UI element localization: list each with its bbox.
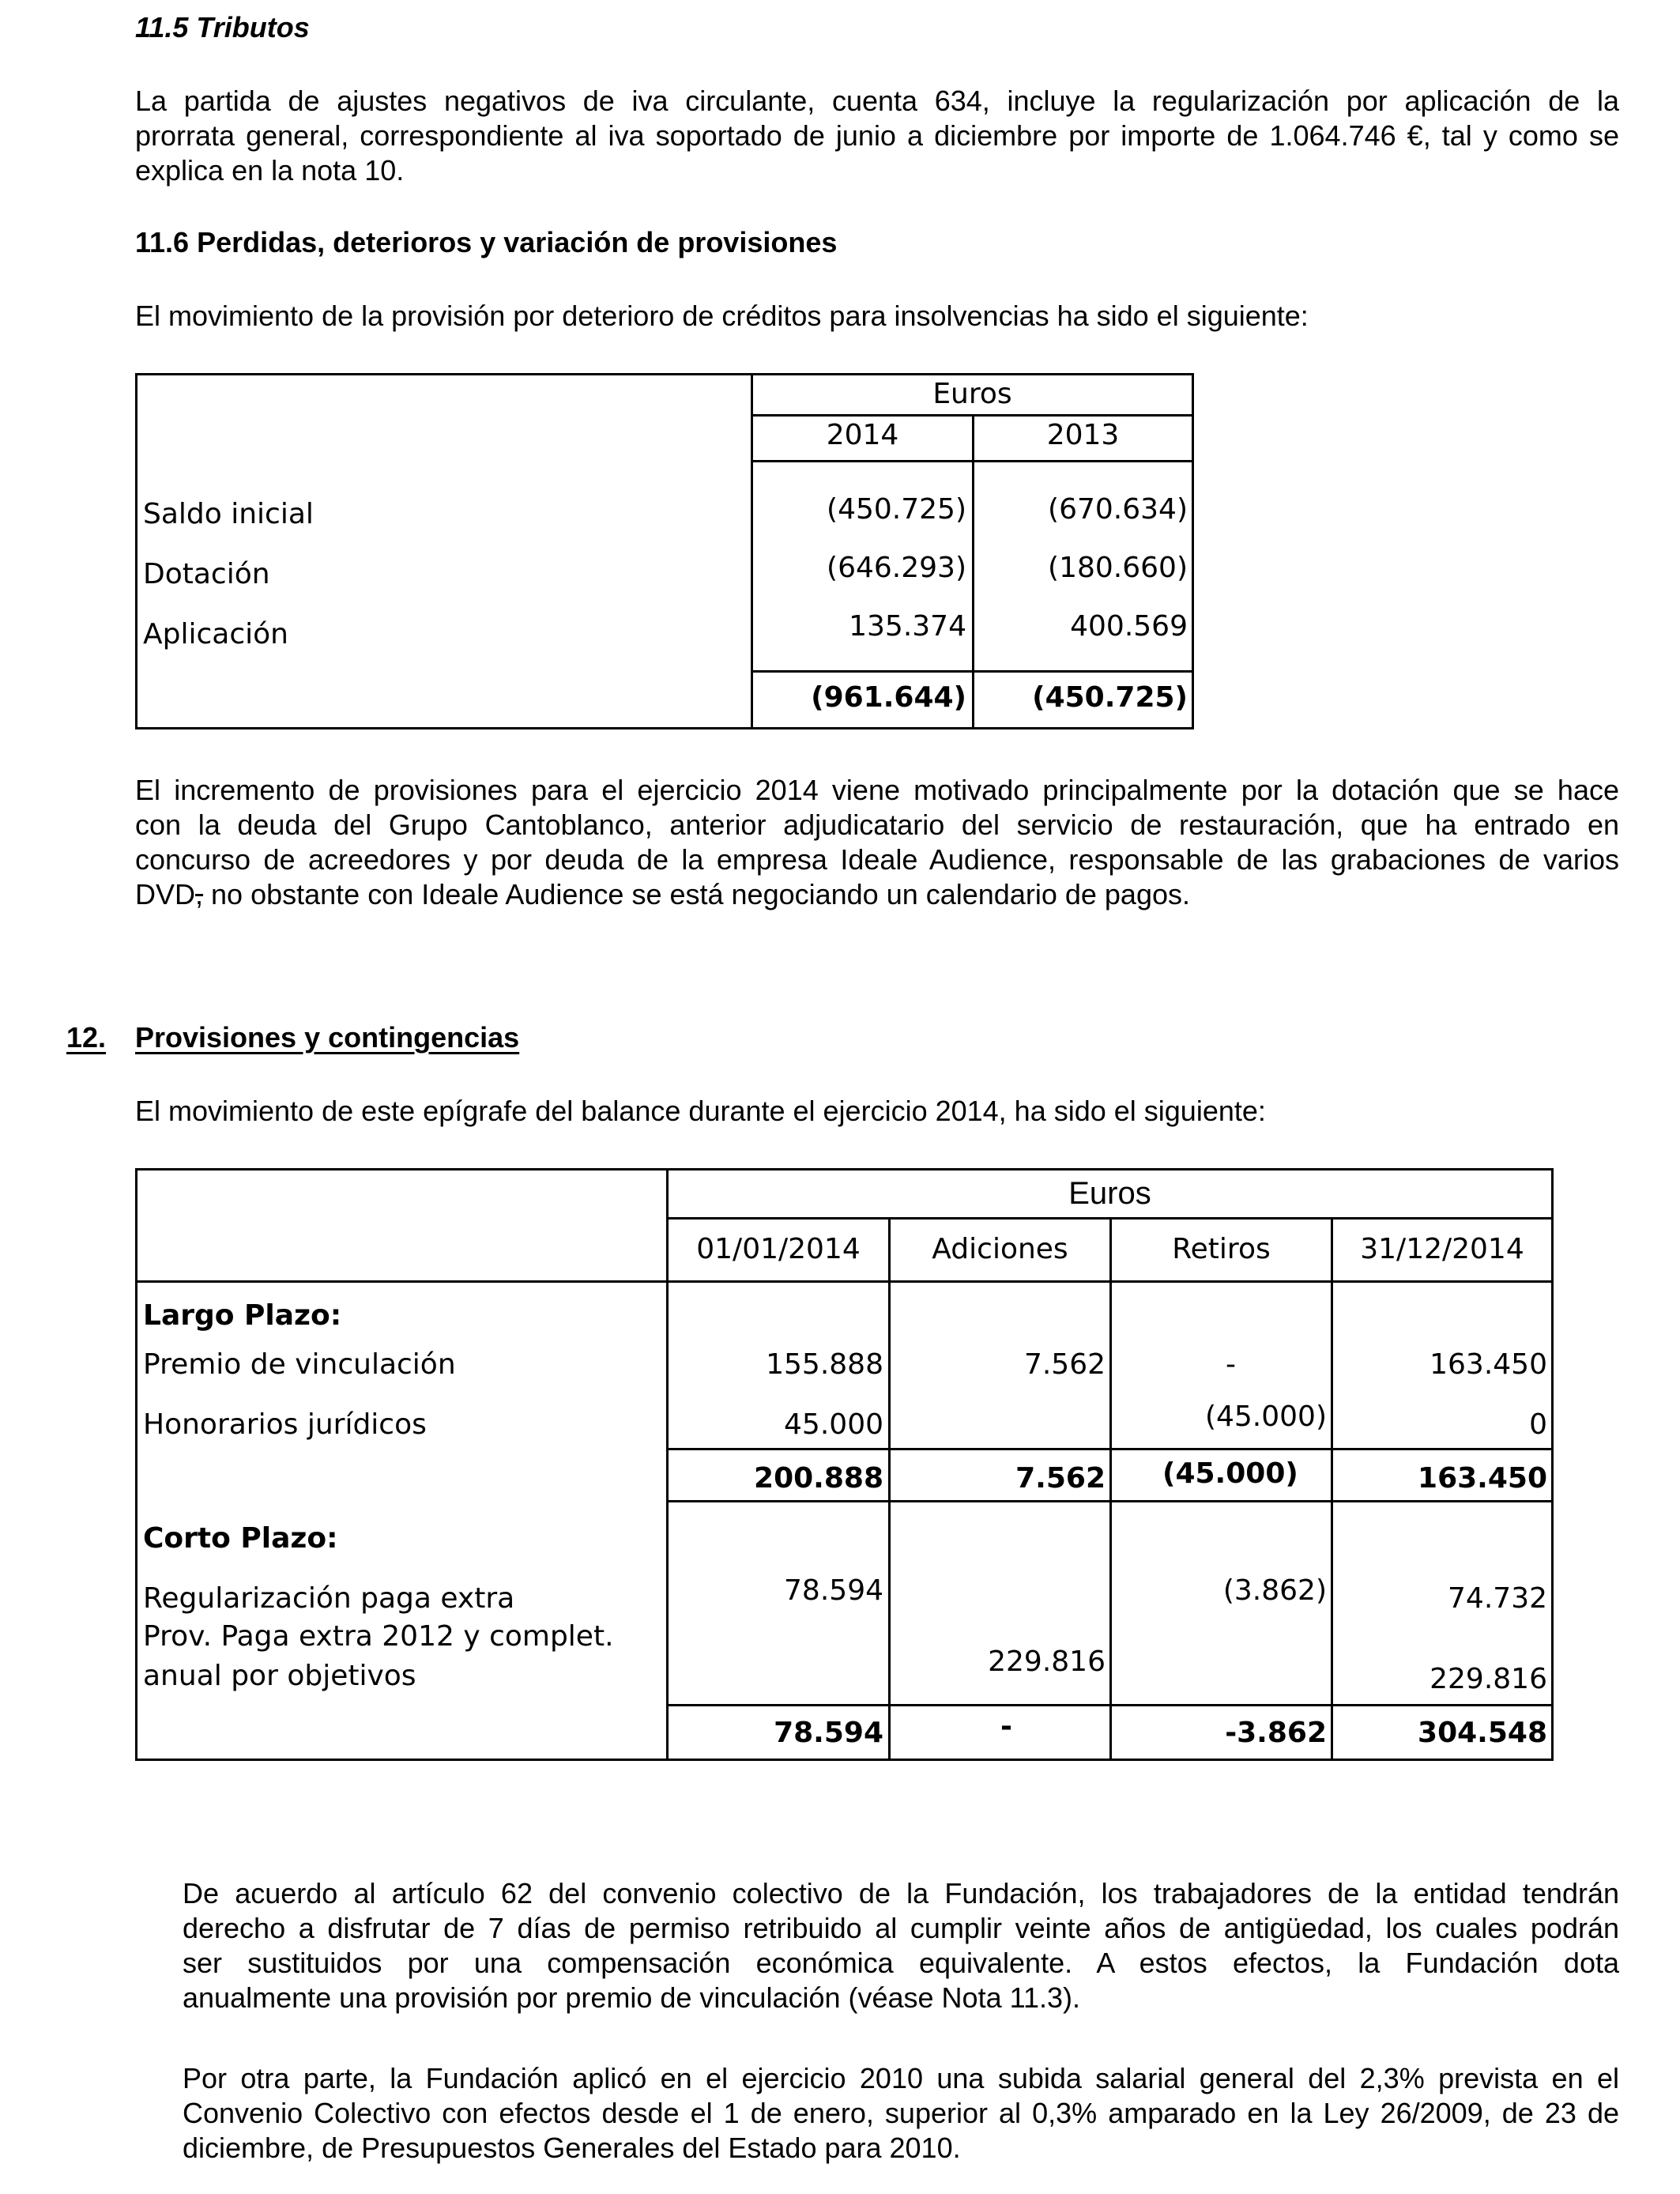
paragraph-line: Convenio Colectivo con efectos desde el 1 de enero, superior al 0,3% amparado en la Ley 26/2009, de 23 de (183, 2097, 1619, 2129)
column-header: Retiros (1172, 1233, 1271, 1265)
row-label: Honorarios jurídicos (143, 1408, 427, 1441)
table-cell: 400.569 (1070, 610, 1188, 643)
table-cell: 7.562 (1023, 1348, 1106, 1381)
table-cell: (45.000) (1204, 1400, 1327, 1433)
provision-table (135, 373, 1194, 729)
paragraph-line: Por otra parte, la Fundación aplicó en el ejercicio 2010 una subida salarial general del 2,3% prevista en el (183, 2062, 1619, 2094)
group-label-short-term: Corto Plazo: (143, 1522, 338, 1555)
paragraph-line: explica en la nota 10. (135, 154, 405, 187)
table-total-cell: 7.562 (1015, 1462, 1106, 1495)
table-total-cell: - (1000, 1710, 1012, 1743)
provisions-movement-table (135, 1168, 1554, 1761)
table-total-cell: 78.594 (774, 1717, 883, 1749)
section-11-5-paragraph (135, 84, 1619, 188)
table-cell: (3.862) (1222, 1574, 1327, 1607)
group-label-long-term: Largo Plazo: (143, 1299, 342, 1332)
section-12-title: Provisiones y contingencias (135, 1021, 520, 1054)
section-11-5-heading: 11.5 Tributos (135, 11, 310, 43)
column-header: 31/12/2014 (1360, 1233, 1524, 1265)
table-cell: 229.816 (988, 1646, 1106, 1678)
column-header-2013: 2013 (1046, 419, 1120, 451)
section-12-paragraph-2 (183, 2061, 1619, 2166)
paragraph-line: prorrata general, correspondiente al iva soportado de junio a diciembre por importe de 1.064.746 €, tal y como se (135, 119, 1619, 152)
table-total-cell: (450.725) (1032, 681, 1188, 714)
table-cell: (450.725) (827, 493, 966, 526)
paragraph-line: De acuerdo al artículo 62 del convenio colectivo de la Fundación, los trabajadores de la entidad tendrán (183, 1877, 1619, 1909)
table-cell: 0 (1529, 1408, 1547, 1441)
struck-comma: , (195, 878, 204, 910)
table-cell: 229.816 (1430, 1663, 1547, 1695)
section-11-6-paragraph (135, 773, 1619, 912)
table-group-header: Euros (1068, 1176, 1151, 1211)
column-header-2014: 2014 (826, 419, 899, 451)
table-total-cell: 163.450 (1418, 1462, 1547, 1495)
row-label: Saldo inicial (143, 498, 314, 530)
row-label: Aplicación (143, 618, 288, 650)
table-cell: 155.888 (766, 1348, 883, 1381)
paragraph-line: concurso de acreedores y por deuda de la empresa Ideale Audience, responsable de las grabaciones de varios (135, 843, 1619, 876)
row-label: Dotación (143, 558, 270, 590)
table-total-cell: -3.862 (1225, 1717, 1327, 1749)
section-12-number: 12. (66, 1021, 107, 1054)
row-label: Regularización paga extra (143, 1582, 515, 1615)
table-cell: 135.374 (849, 610, 966, 643)
section-12-intro: El movimiento de este epígrafe del balance durante el ejercicio 2014, ha sido el siguiente: (135, 1095, 1266, 1127)
table-total-cell: (961.644) (811, 681, 966, 714)
table-cell: 78.594 (784, 1574, 883, 1607)
column-header: 01/01/2014 (696, 1233, 861, 1265)
section-11-6-heading: 11.6 Perdidas, deterioros y variación de provisiones (135, 226, 838, 258)
section-12-paragraph-1 (183, 1876, 1619, 2015)
table-total-cell: 200.888 (754, 1462, 883, 1495)
table-cell: (180.660) (1048, 552, 1188, 584)
paragraph-line: El incremento de provisiones para el ejercicio 2014 viene motivado principalmente por la dotación que se hace (135, 774, 1619, 806)
paragraph-line: derecho a disfrutar de 7 días de permiso retribuido al cumplir veinte años de antigüedad, los cuales podrán (183, 1912, 1619, 1944)
text-run: no obstante con Ideale Audience se está negociando un calendario de pagos. (203, 878, 1190, 910)
row-label-line: Prov. Paga extra 2012 y complet. (143, 1620, 614, 1653)
row-label: Premio de vinculación (143, 1348, 456, 1381)
table-cell: (670.634) (1048, 493, 1188, 526)
paragraph-line: con la deuda del Grupo Cantoblanco, anterior adjudicatario del servicio de restauración, que ha entrado en (135, 809, 1619, 841)
paragraph-line: La partida de ajustes negativos de iva circulante, cuenta 634, incluye la regularización por aplicación de la (135, 85, 1619, 117)
paragraph-line: diciembre, de Presupuestos Generales del Estado para 2010. (183, 2132, 961, 2164)
paragraph-line: ser sustituidos por una compensación económica equivalente. A estos efectos, la Fundación dota (183, 1947, 1619, 1979)
table-group-header: Euros (932, 378, 1012, 410)
table-cell: 45.000 (784, 1408, 883, 1441)
table-cell: 163.450 (1430, 1348, 1547, 1381)
table-cell: 74.732 (1448, 1582, 1547, 1615)
table-cell: (646.293) (827, 552, 966, 584)
paragraph-line: anualmente una provisión por premio de vinculación (véase Nota 11.3). (183, 1981, 1080, 2014)
table-total-cell: (45.000) (1162, 1457, 1298, 1490)
row-label-line: anual por objetivos (143, 1660, 416, 1692)
paragraph-line (135, 877, 1619, 912)
column-header: Adiciones (932, 1233, 1068, 1265)
section-11-6-intro: El movimiento de la provisión por deterioro de créditos para insolvencias ha sido el siguiente: (135, 300, 1309, 332)
table-total-cell: 304.548 (1418, 1717, 1547, 1749)
table-cell: - (1226, 1348, 1236, 1381)
text-run: DVD (135, 878, 196, 910)
